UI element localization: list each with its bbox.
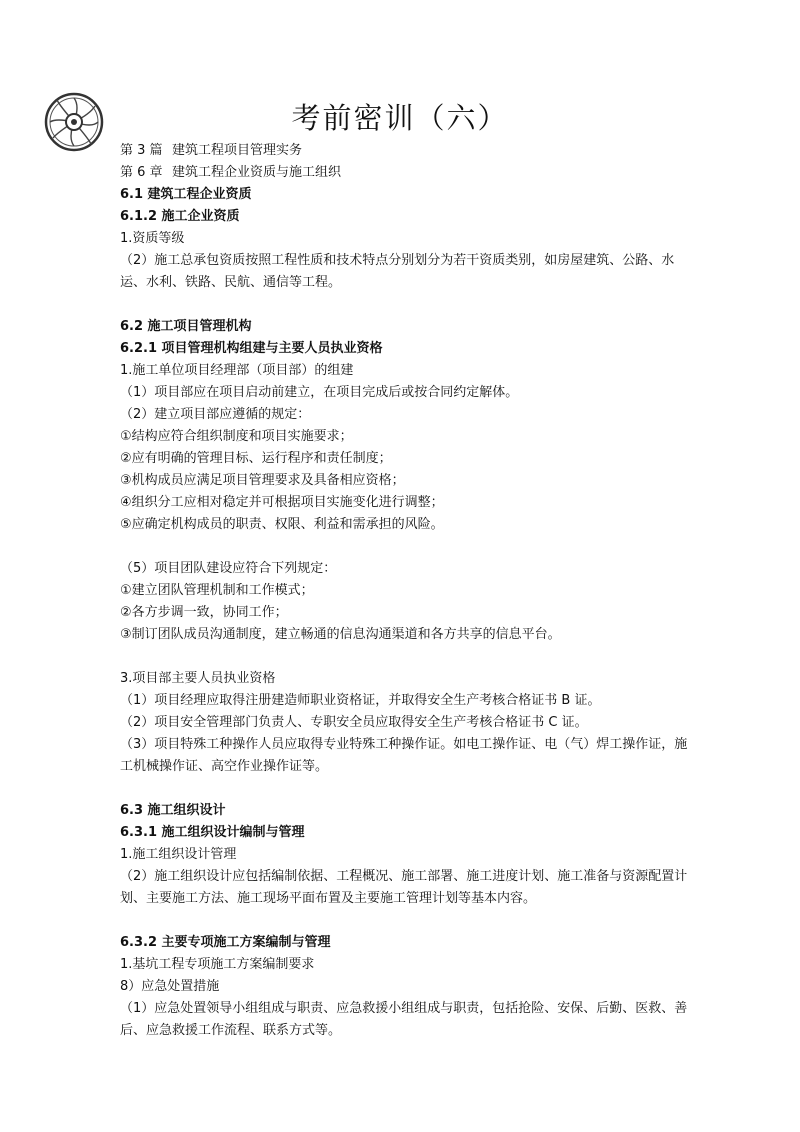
list-item: 1.资质等级 <box>120 231 185 246</box>
list-item: 1.施工单位项目经理部（项目部）的组建 <box>120 363 354 378</box>
subsection-heading-6-3-2: 6.3.2 主要专项施工方案编制与管理 <box>120 935 331 950</box>
list-item: 8）应急处置措施 <box>120 979 220 994</box>
subsection-heading-6-1-2: 6.1.2 施工企业资质 <box>120 209 240 224</box>
list-item: （1）项目经理应取得注册建造师职业资格证，并取得安全生产考核合格证书 B 证。 <box>120 693 601 708</box>
page-title: 考前密训（六） <box>291 101 509 135</box>
list-item: ⑤应确定机构成员的职责、权限、利益和需承担的风险。 <box>120 517 444 532</box>
chapter-heading <box>120 162 690 184</box>
list-item: ③制订团队成员沟通制度，建立畅通的信息沟通渠道和各方共享的信息平台。 <box>120 627 561 642</box>
list-item: ①结构应符合组织制度和项目实施要求； <box>120 429 353 444</box>
subsection-heading-6-3-1: 6.3.1 施工组织设计编制与管理 <box>120 825 305 840</box>
list-item: （5）项目团队建设应符合下列规定： <box>120 561 337 576</box>
section-heading-6-1: 6.1 建筑工程企业资质 <box>120 187 252 202</box>
list-item: ③机构成员应满足项目管理要求及具备相应资格； <box>120 473 405 488</box>
list-item: ④组织分工应相对稳定并可根据项目实施变化进行调整； <box>120 495 444 510</box>
list-item: ②应有明确的管理目标、运行程序和责任制度； <box>120 451 392 466</box>
paragraph: （1）应急处置领导小组组成与职责、应急救援小组组成与职责，包括抢险、安保、后勤、医救、善后、应急救援工作流程、联系方式等。 <box>120 1001 688 1038</box>
part-number: 第 3 篇 <box>120 143 163 158</box>
list-item: 1.基坑工程专项施工方案编制要求 <box>120 957 315 972</box>
chapter-name: 建筑工程企业资质与施工组织 <box>172 165 342 180</box>
list-item: ①建立团队管理机制和工作模式； <box>120 583 314 598</box>
part-name: 建筑工程项目管理实务 <box>172 143 303 158</box>
paragraph: （2）施工总承包资质按照工程性质和技术特点分别划分为若干资质类别，如房屋建筑、公路、水运、水利、铁路、民航、通信等工程。 <box>120 253 675 290</box>
chapter-number: 第 6 章 <box>120 165 163 180</box>
list-item: （2）项目安全管理部门负责人、专职安全员应取得安全生产考核合格证书 C 证。 <box>120 715 588 730</box>
list-item: 3.项目部主要人员执业资格 <box>120 671 276 686</box>
paragraph: （3）项目特殊工种操作人员应取得专业特殊工种操作证。如电工操作证、电（气）焊工操作证，施工机械操作证、高空作业操作证等。 <box>120 737 688 774</box>
section-heading-6-3: 6.3 施工组织设计 <box>120 803 226 818</box>
subsection-heading-6-2-1: 6.2.1 项目管理机构组建与主要人员执业资格 <box>120 341 383 356</box>
part-heading <box>120 140 690 162</box>
list-item: ②各方步调一致，协同工作； <box>120 605 288 620</box>
list-item: （2）建立项目部应遵循的规定： <box>120 407 311 422</box>
document-body <box>120 140 690 1042</box>
paragraph: （2）施工组织设计应包括编制依据、工程概况、施工部署、施工进度计划、施工准备与资源配置计划、主要施工方法、施工现场平面布置及主要施工管理计划等基本内容。 <box>120 869 688 906</box>
list-item: 1.施工组织设计管理 <box>120 847 237 862</box>
section-heading-6-2: 6.2 施工项目管理机构 <box>120 319 252 334</box>
list-item: （1）项目部应在项目启动前建立，在项目完成后或按合同约定解体。 <box>120 385 519 400</box>
